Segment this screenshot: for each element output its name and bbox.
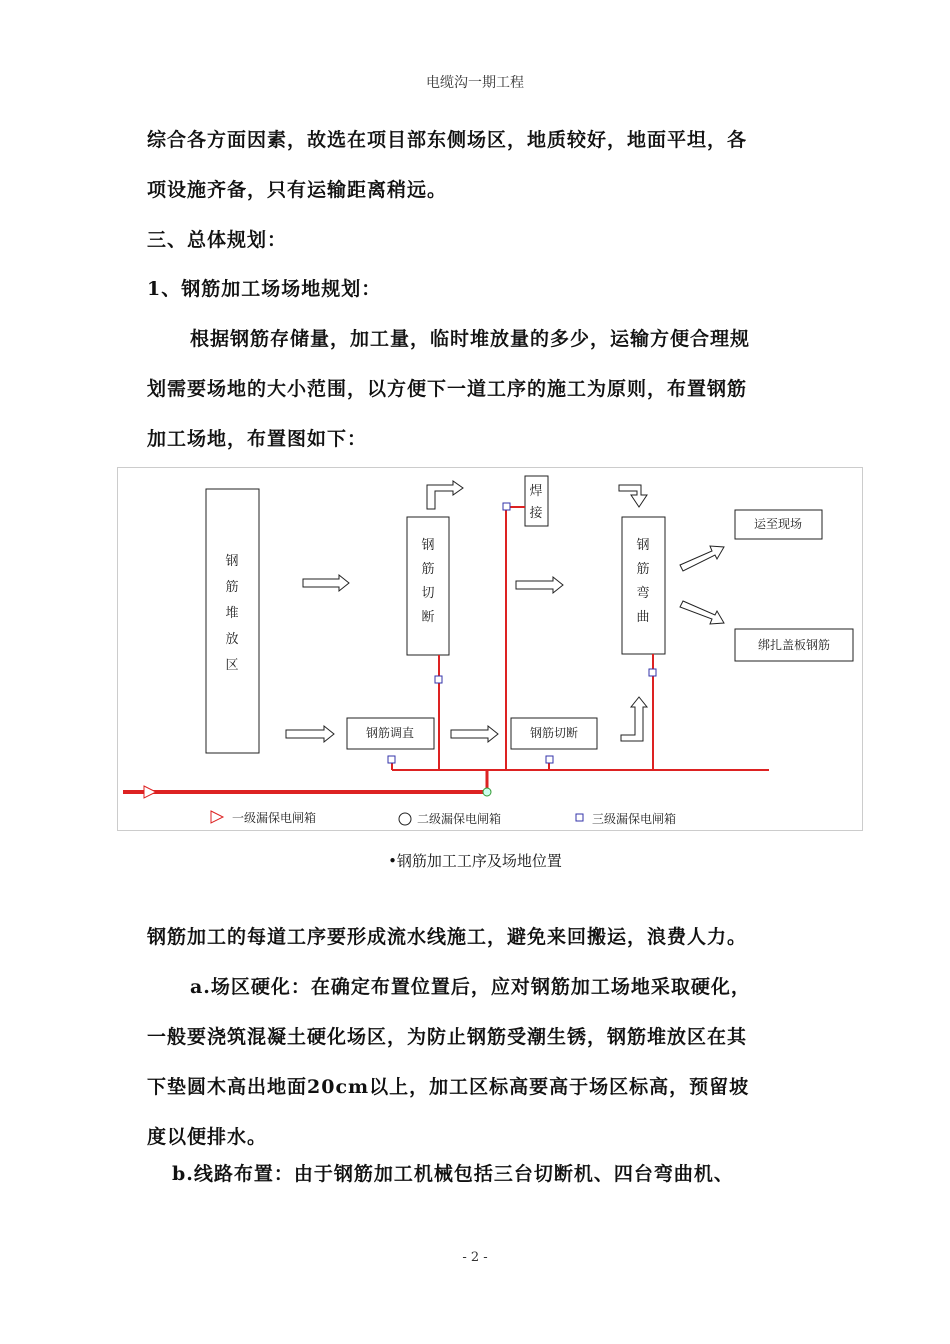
cutting-label: 钢 [421, 538, 435, 553]
cut2-label: 钢筋切断 [529, 726, 579, 740]
paragraph-line: 钢筋加工的每道工序要形成流水线施工，避免来回搬运，浪费人力。 [147, 926, 748, 948]
bending-label: 弯 [636, 586, 650, 601]
paragraph-line: 度以便排水。 [147, 1126, 268, 1148]
paragraph-line: 加工场地，布置图如下： [147, 428, 368, 450]
storage-label: 钢 [225, 554, 239, 569]
legend-square-icon [576, 814, 583, 821]
bending-label: 筋 [636, 562, 650, 577]
storage-area-box [206, 489, 259, 753]
bind-label: 绑扎盖板钢筋 [757, 638, 831, 652]
to-site-label: 运至现场 [753, 517, 803, 531]
section-heading: 三、总体规划： [147, 229, 288, 251]
paragraph-line: 项设施齐备，只有运输距离稍远。 [147, 179, 448, 201]
cutting-label: 切 [421, 586, 435, 601]
figure-caption: •钢筋加工工序及场地位置 [388, 852, 562, 870]
cutting-label: 筋 [421, 562, 435, 577]
paragraph-line: 划需要场地的大小范围，以方便下一道工序的施工为原则，布置钢筋 [147, 378, 748, 400]
welding-label: 接 [529, 506, 543, 521]
legend-level3: 三级漏保电闸箱 [592, 812, 677, 826]
page-header: 电缆沟一期工程 [426, 75, 524, 91]
storage-label: 放 [225, 632, 239, 647]
level2-box-icon [483, 788, 491, 796]
legend-circle-icon [399, 813, 411, 825]
storage-label: 筋 [225, 580, 239, 595]
paragraph-line: 根据钢筋存储量，加工量，临时堆放量的多少，运输方便合理规 [190, 328, 751, 350]
cutting-label: 断 [421, 610, 435, 625]
paragraph-line: 下垫圆木高出地面20cm以上，加工区标高要高于场区标高，预留坡 [147, 1076, 750, 1098]
paragraph-line: b.线路布置：由于钢筋加工机械包括三台切断机、四台弯曲机、 [172, 1163, 734, 1185]
bending-label: 曲 [636, 610, 650, 625]
legend-level1: 一级漏保电闸箱 [232, 811, 317, 825]
subsection-heading: 1、钢筋加工场场地规划： [147, 278, 382, 300]
paragraph-line: a.场区硬化：在确定布置位置后，应对钢筋加工场地采取硬化， [190, 976, 751, 998]
storage-label: 堆 [225, 606, 239, 621]
bending-label: 钢 [636, 538, 650, 553]
page-number: - 2 - [462, 1250, 488, 1265]
storage-label: 区 [225, 658, 239, 673]
paragraph-line: 一般要浇筑混凝土硬化场区，为防止钢筋受潮生锈，钢筋堆放区在其 [147, 1026, 748, 1048]
straighten-label: 钢筋调直 [365, 726, 415, 740]
paragraph-line: 综合各方面因素，故选在项目部东侧场区，地质较好，地面平坦，各 [147, 129, 748, 151]
legend-level2: 二级漏保电闸箱 [417, 812, 502, 826]
layout-diagram [117, 467, 863, 831]
welding-label: 焊 [529, 484, 543, 499]
